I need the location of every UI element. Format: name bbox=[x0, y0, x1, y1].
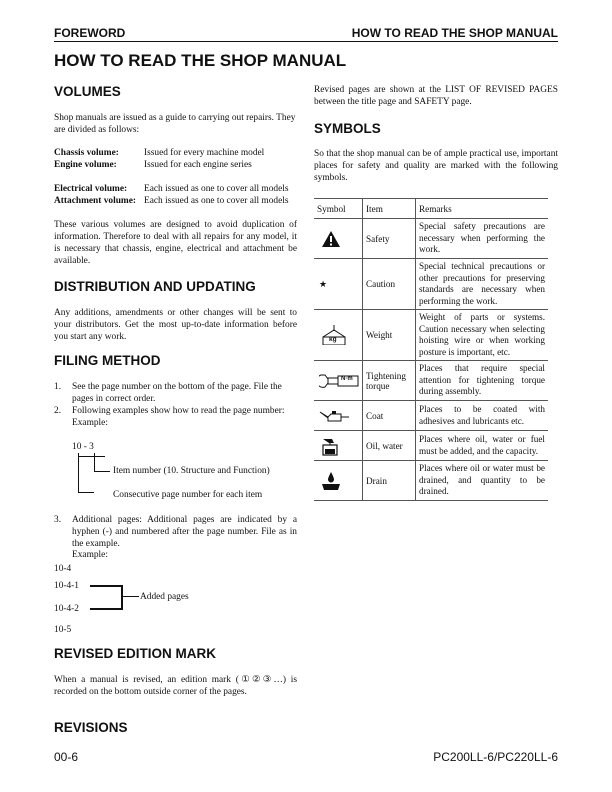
page-number-example: 10 - 3 bbox=[72, 442, 94, 452]
symbols-row-tightening-torque bbox=[314, 361, 548, 401]
remarks-cell: Special safety precautions are necessary when performing the work. bbox=[416, 219, 549, 259]
star-icon: ★ bbox=[319, 278, 328, 289]
remarks-cell: Places where oil or water must be drained, and quantity to be drained. bbox=[416, 461, 549, 501]
volumes-heading: VOLUMES bbox=[54, 84, 121, 99]
filing-item2-number: 2. bbox=[54, 406, 62, 416]
symbol-cell bbox=[314, 461, 363, 501]
page-title: HOW TO READ THE SHOP MANUAL bbox=[54, 51, 347, 70]
header-section-label: FOREWORD bbox=[54, 26, 126, 40]
filing-item2-example-label: Example: bbox=[72, 418, 108, 428]
volume-text: Issued for each engine series bbox=[144, 160, 252, 170]
symbols-row-caution bbox=[314, 259, 548, 310]
symbol-cell bbox=[314, 361, 363, 401]
symbols-table bbox=[314, 198, 548, 501]
volume-label: Attachment volume: bbox=[54, 196, 137, 206]
symbols-intro: So that the shop manual can be of ample practical use, important places for safety and quality are marked with the following symbols. bbox=[314, 149, 558, 183]
header-rule bbox=[54, 41, 558, 42]
revised-mark-heading: REVISED EDITION MARK bbox=[54, 646, 217, 661]
page-example-10-4-2: 10-4-2 bbox=[54, 604, 79, 614]
item-cell: Oil, water bbox=[363, 431, 416, 461]
filing-item1-text: See the page number on the bottom of the page. File the pages in correct order. bbox=[72, 382, 282, 404]
item-cell: Tightening torque bbox=[363, 361, 416, 401]
symbols-row-safety bbox=[314, 219, 548, 259]
added-bracket-line bbox=[121, 585, 123, 610]
added-bracket-line bbox=[90, 608, 123, 610]
filing-heading: FILING METHOD bbox=[54, 353, 161, 368]
weight-kg-icon bbox=[319, 325, 349, 345]
distribution-heading: DISTRIBUTION AND UPDATING bbox=[54, 279, 256, 294]
filing-item2-text: Following examples show how to read the page number: bbox=[72, 406, 285, 416]
volume-label: Chassis volume: bbox=[54, 148, 119, 158]
volume-text: Each issued as one to cover all models bbox=[144, 184, 289, 194]
remarks-cell: Weight of parts or systems. Caution necessary when selecting hoisting wire or when working posture is important, etc. bbox=[416, 310, 549, 361]
bracket-line bbox=[94, 471, 110, 472]
column-header-item: Item bbox=[363, 199, 416, 219]
page-example-10-5: 10-5 bbox=[54, 625, 72, 635]
symbol-cell bbox=[314, 401, 363, 431]
distribution-text: Any additions, amendments or other changes will be sent to your distributors. Get the most up-to-date information before you start any work. bbox=[54, 308, 297, 342]
header-document-title: HOW TO READ THE SHOP MANUAL bbox=[351, 26, 558, 40]
oil-pour-icon bbox=[320, 436, 342, 456]
bracket-line bbox=[78, 453, 79, 492]
volumes-row-engine bbox=[54, 159, 314, 171]
filing-item1-number: 1. bbox=[54, 382, 62, 392]
symbols-heading: SYMBOLS bbox=[314, 121, 381, 136]
page-example-10-4-1: 10-4-1 bbox=[54, 581, 79, 591]
symbols-row-oil-water bbox=[314, 431, 548, 461]
item-cell: Weight bbox=[363, 310, 416, 361]
symbol-cell bbox=[314, 219, 363, 259]
drain-drop-icon bbox=[320, 471, 342, 491]
item-cell: Caution bbox=[363, 259, 416, 310]
volumes-row-electrical bbox=[54, 183, 314, 195]
volumes-row-chassis bbox=[54, 147, 314, 159]
item-number-label: Item number (10. Structure and Function) bbox=[113, 466, 270, 476]
volumes-outro: These various volumes are designed to avoid duplication of information. Therefore to deal with all repairs for any model, it is necessary that chassis, engine, electrical and attachment be available. bbox=[54, 220, 297, 266]
consecutive-page-label: Consecutive page number for each item bbox=[113, 490, 263, 500]
remarks-cell: Places to be coated with adhesives and lubricants etc. bbox=[416, 401, 549, 431]
column-header-remarks: Remarks bbox=[416, 199, 549, 219]
symbols-row-coat bbox=[314, 401, 548, 431]
bracket-line bbox=[78, 456, 105, 457]
oil-can-icon bbox=[319, 409, 351, 423]
revisions-text: Revised pages are shown at the LIST OF REVISED PAGES between the title page and SAFETY page. bbox=[314, 85, 558, 107]
volume-text: Issued for every machine model bbox=[144, 148, 265, 158]
bracket-line bbox=[78, 492, 94, 493]
footer-model: PC200LL-6/PC220LL-6 bbox=[433, 750, 558, 764]
added-bracket-line bbox=[121, 596, 139, 597]
volumes-row-attachment bbox=[54, 195, 314, 207]
column-header-symbol: Symbol bbox=[314, 199, 363, 219]
item-cell: Drain bbox=[363, 461, 416, 501]
volumes-intro: Shop manuals are issued as a guide to carrying out repairs. They are divided as follows: bbox=[54, 113, 296, 135]
volume-label: Electrical volume: bbox=[54, 184, 128, 194]
weight-kg-text: kg bbox=[329, 336, 337, 343]
torque-unit-text: N·m bbox=[341, 375, 353, 382]
warning-triangle-icon bbox=[321, 230, 341, 248]
wrench-torque-icon bbox=[319, 372, 359, 390]
symbol-cell bbox=[314, 259, 363, 310]
symbol-cell bbox=[314, 310, 363, 361]
remarks-cell: Special technical precautions or other precautions for preserving standards are necessary when performing the work. bbox=[416, 259, 549, 310]
symbols-table-header bbox=[314, 199, 548, 219]
volume-label: Engine volume: bbox=[54, 160, 117, 170]
added-bracket-line bbox=[90, 585, 123, 587]
remarks-cell: Places where oil, water or fuel must be added, and the capacity. bbox=[416, 431, 549, 461]
volume-text: Each issued as one to cover all models bbox=[144, 196, 289, 206]
page-example-10-4: 10-4 bbox=[54, 564, 72, 574]
item-cell: Safety bbox=[363, 219, 416, 259]
filing-item3-example-label: Example: bbox=[72, 550, 108, 560]
symbols-row-drain bbox=[314, 461, 548, 501]
revised-mark-text: When a manual is revised, an edition mark (①②③…) is recorded on the bottom outside corner of the pages. bbox=[54, 675, 297, 697]
symbols-row-weight bbox=[314, 310, 548, 361]
symbol-cell bbox=[314, 431, 363, 461]
filing-item3-number: 3. bbox=[54, 515, 62, 525]
item-cell: Coat bbox=[363, 401, 416, 431]
added-pages-label: Added pages bbox=[140, 592, 189, 602]
revisions-heading: REVISIONS bbox=[54, 720, 128, 735]
filing-item3-text: Additional pages: Additional pages are indicated by a hyphen (-) and numbered after the page number. File as in the example. bbox=[72, 515, 297, 549]
footer-page-number: 00-6 bbox=[54, 750, 79, 764]
remarks-cell: Places that require special attention for tightening torque during assembly. bbox=[416, 361, 549, 401]
